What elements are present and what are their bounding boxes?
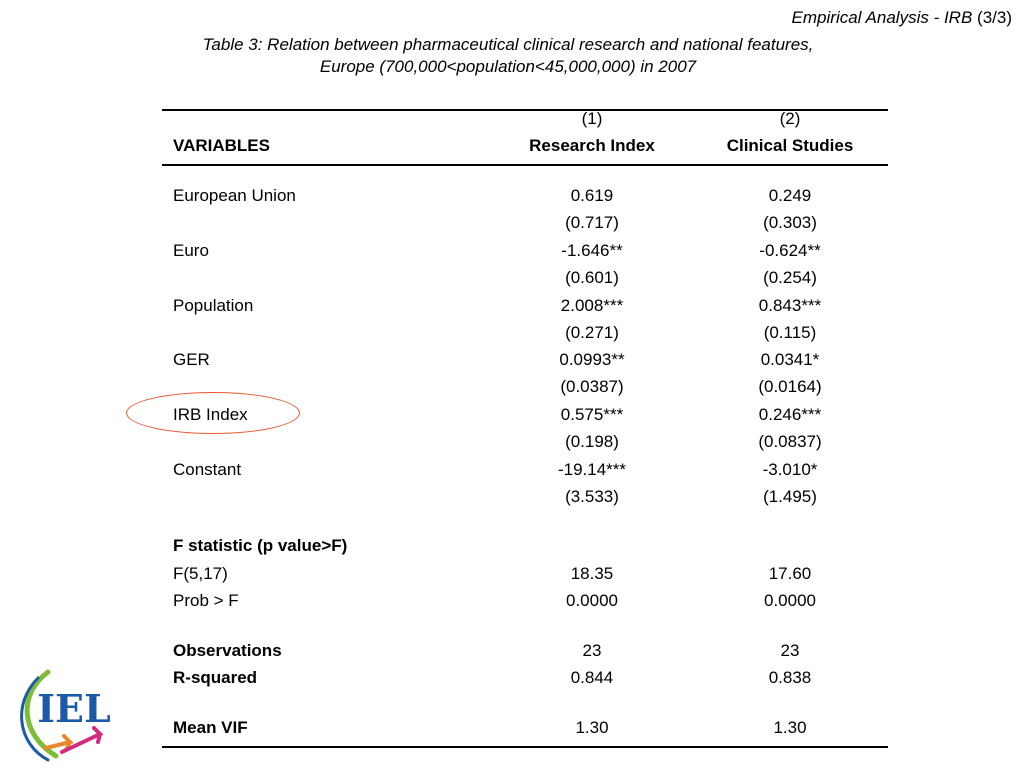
se-col2: (0.254) bbox=[763, 268, 817, 287]
coef-col1: 0.0993** bbox=[559, 350, 625, 369]
observations-label: Observations bbox=[173, 641, 282, 660]
caption-line-1: Table 3: Relation between pharmaceutical clinical research and national features, bbox=[202, 35, 814, 54]
caption-line-2: Europe (700,000<population<45,000,000) in 2007 bbox=[319, 57, 697, 76]
prob-col2: 0.0000 bbox=[764, 591, 816, 610]
coef-col1: 0.619 bbox=[570, 186, 614, 205]
iel-logo bbox=[8, 664, 140, 764]
se-col1: (0.271) bbox=[565, 323, 619, 342]
table-bottom-rule bbox=[162, 746, 888, 748]
row-label: Constant bbox=[173, 460, 242, 479]
col1-number: (1) bbox=[581, 109, 603, 128]
row-label: GER bbox=[173, 350, 210, 369]
mean-vif-label: Mean VIF bbox=[173, 718, 248, 737]
row-label: Euro bbox=[173, 241, 209, 260]
coef-col2: 0.246*** bbox=[758, 405, 822, 424]
table-header-rule bbox=[162, 164, 888, 166]
se-col2: (0.0164) bbox=[758, 377, 822, 396]
coef-col1: 2.008*** bbox=[560, 296, 624, 315]
prob-col1: 0.0000 bbox=[566, 591, 618, 610]
row-label: European Union bbox=[173, 186, 296, 205]
observations-col1: 23 bbox=[582, 641, 602, 660]
coef-col2: -0.624** bbox=[759, 241, 821, 260]
se-col1: (0.601) bbox=[565, 268, 619, 287]
col2-header: Clinical Studies bbox=[726, 136, 854, 155]
row-label: Population bbox=[173, 296, 254, 315]
coef-col1: -19.14*** bbox=[557, 460, 627, 479]
observations-col2: 23 bbox=[780, 641, 800, 660]
col2-number: (2) bbox=[779, 109, 801, 128]
se-col1: (0.717) bbox=[565, 213, 619, 232]
section-page-count: (3/3) bbox=[977, 8, 1012, 27]
prob-label: Prob > F bbox=[173, 591, 239, 610]
table-caption bbox=[0, 34, 1024, 78]
r-squared-col1: 0.844 bbox=[570, 668, 614, 687]
f-col1: 18.35 bbox=[570, 564, 614, 583]
se-col2: (0.115) bbox=[763, 323, 817, 342]
logo-text: IEL bbox=[37, 686, 111, 731]
section-title-text: Empirical Analysis - IRB bbox=[791, 8, 973, 27]
slide-section-title bbox=[792, 8, 1012, 28]
coef-col1: 0.575*** bbox=[560, 405, 624, 424]
col1-header: Research Index bbox=[529, 136, 655, 155]
r-squared-label: R-squared bbox=[173, 668, 258, 687]
se-col1: (0.0387) bbox=[560, 377, 624, 396]
variables-header: VARIABLES bbox=[173, 136, 270, 155]
coef-col2: 0.843*** bbox=[758, 296, 822, 315]
se-col2: (0.0837) bbox=[758, 432, 822, 451]
row-label-irb-index: IRB Index bbox=[173, 405, 248, 424]
se-col2: (0.303) bbox=[763, 213, 817, 232]
mean-vif-col1: 1.30 bbox=[575, 718, 609, 737]
f-label: F(5,17) bbox=[173, 564, 228, 583]
coef-col2: -3.010* bbox=[762, 460, 818, 479]
r-squared-col2: 0.838 bbox=[768, 668, 812, 687]
se-col1: (3.533) bbox=[565, 487, 619, 506]
coef-col2: 0.249 bbox=[768, 186, 812, 205]
coef-col1: -1.646** bbox=[561, 241, 623, 260]
mean-vif-col2: 1.30 bbox=[773, 718, 807, 737]
f-statistic-heading: F statistic (p value>F) bbox=[173, 536, 348, 555]
se-col2: (1.495) bbox=[763, 487, 817, 506]
f-col2: 17.60 bbox=[768, 564, 812, 583]
coef-col2: 0.0341* bbox=[760, 350, 820, 369]
se-col1: (0.198) bbox=[565, 432, 619, 451]
